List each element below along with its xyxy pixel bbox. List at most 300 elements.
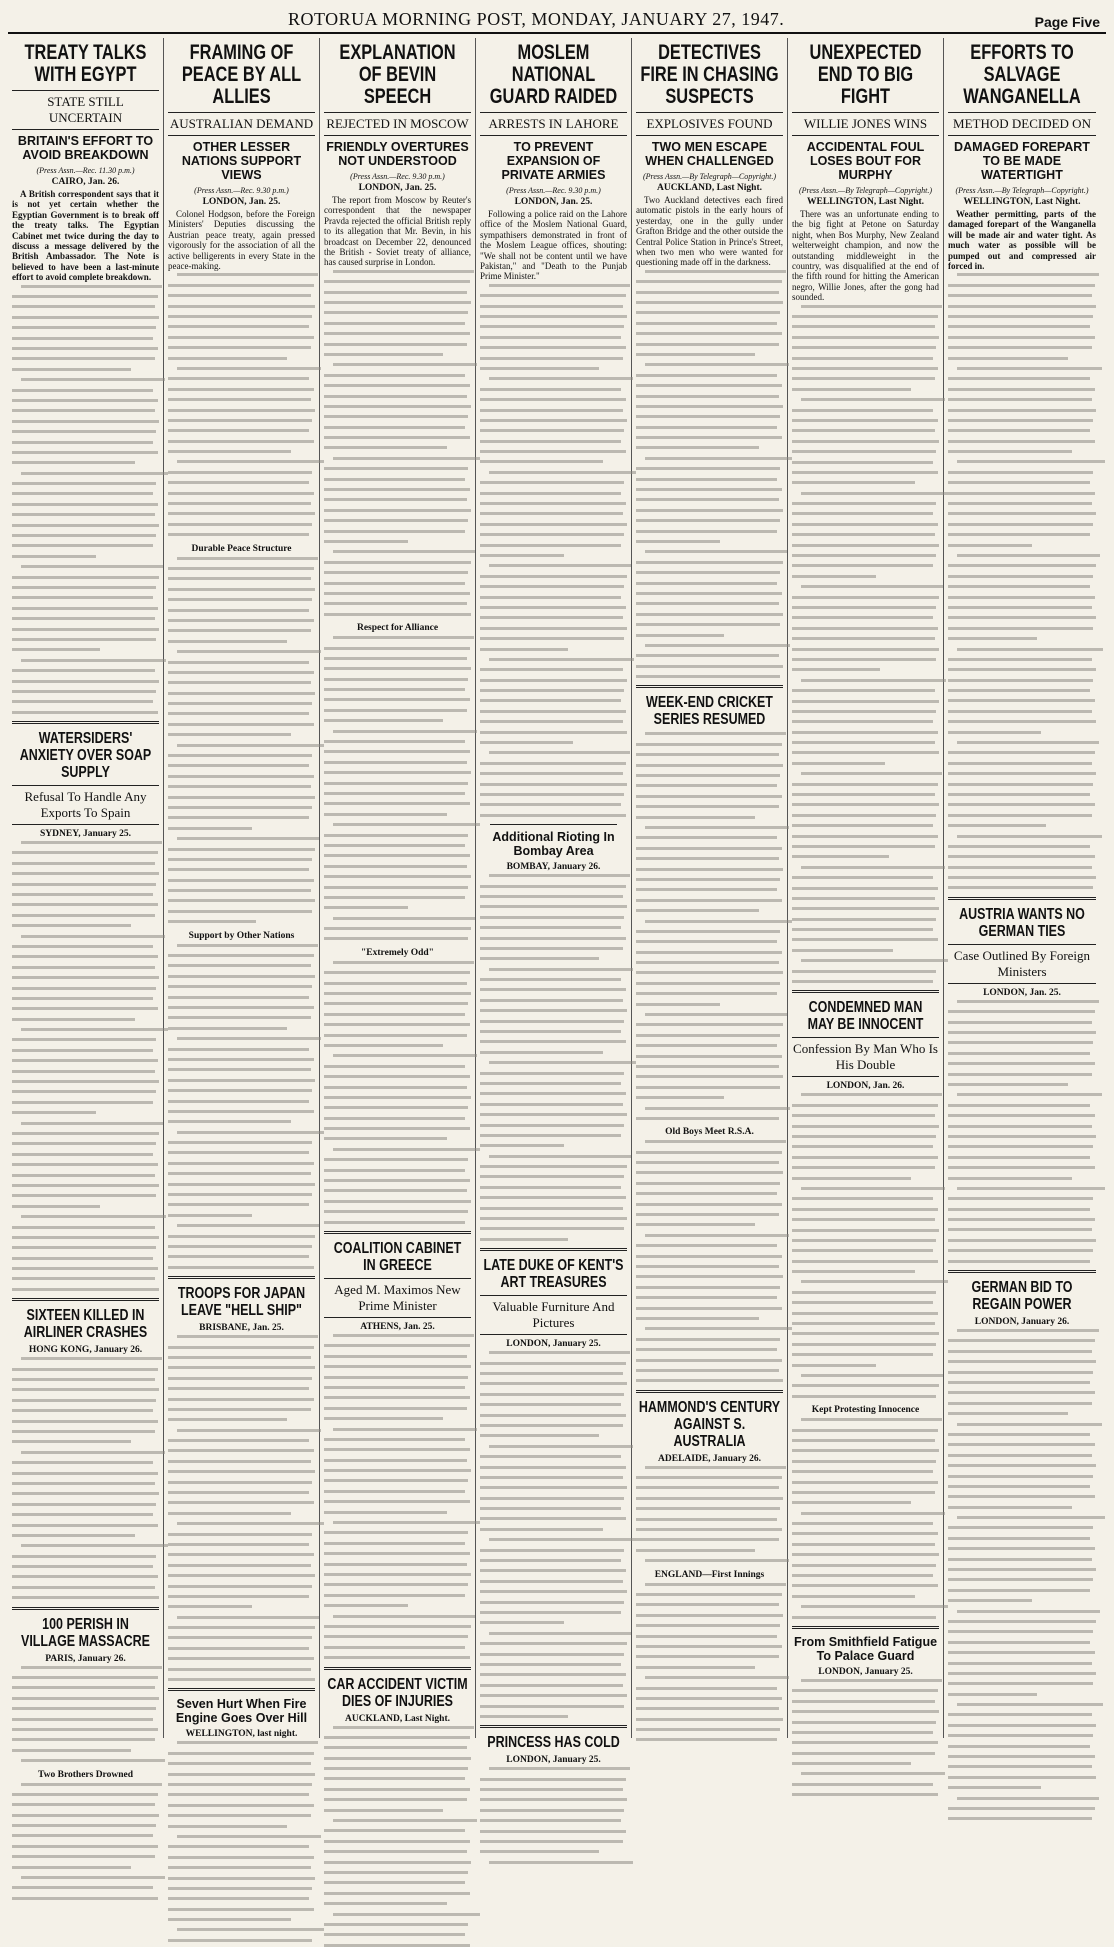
article-fight [792,42,939,983]
text-line [12,914,155,917]
text-line [480,1165,627,1168]
text-line [12,700,153,703]
text-line [480,606,626,609]
body-text [948,1329,1096,1820]
text-line [324,415,468,418]
text-line [168,1636,312,1639]
body-text [324,1334,471,1659]
text-line [12,1288,159,1291]
text-line [324,1127,470,1130]
text-line [168,1016,311,1019]
text-line [12,1430,155,1433]
text-line [324,1767,468,1770]
subhead: TO PREVENT EXPANSION OF PRIVATE ARMIES [501,140,606,182]
text-line [480,575,627,578]
text-line [12,893,153,896]
text-line [324,1376,468,1379]
text-line [792,554,936,557]
text-line [480,637,624,640]
text-line [948,1578,1093,1581]
text-line [12,1194,156,1197]
text-line [168,1408,311,1411]
text-line [948,793,1090,796]
text-line [792,824,933,827]
text-line [324,1086,467,1089]
article-moslem [480,42,627,817]
text-line [12,544,153,547]
text-line [324,353,443,356]
text-line [957,835,1102,838]
text-line [645,270,786,273]
text-line [948,1755,1095,1758]
text-line [324,740,465,743]
deck: EXPLOSIVES FOUND [636,112,783,136]
text-line [792,377,935,380]
text-line [324,1788,470,1791]
text-line [792,637,935,640]
article-lead: A British correspondent says that it is not yet certain whether the Egyptian Government is to break off the treaty talks. The Egyptian Cabinet met twice during the day to discuss a message delivered by the British Ambassador. The Note is believed to have been a last-minute effort to avoid complete breakdown. [12,189,159,283]
text-line [324,322,465,325]
text-line [168,733,291,736]
text-line [480,1819,621,1822]
text-line [12,1866,131,1869]
text-line [168,1481,312,1484]
text-line [792,616,933,619]
text-line [948,1672,1096,1675]
text-line [792,1522,933,1525]
text-line [792,1543,935,1546]
text-line [792,1616,936,1619]
text-line [480,419,627,422]
text-line [636,1255,782,1258]
text-line [324,1179,470,1182]
text-line [324,1479,468,1482]
text-line [480,533,624,536]
text-line [792,1260,938,1263]
text-line [324,865,467,868]
text-line [948,637,1037,640]
text-line [324,896,465,899]
text-line [792,502,936,505]
text-line [12,1257,153,1260]
text-line [324,343,467,346]
text-line [480,793,624,796]
text-line [168,1356,311,1359]
text-line [636,540,720,543]
headline: LATE DUKE OF KENT'S ART TREASURES [483,1257,624,1292]
text-line [801,959,948,962]
text-line [168,1762,311,1765]
text-line [645,1676,789,1679]
text-line [480,699,621,702]
text-line [636,1223,755,1226]
section-subhead: Two Brothers Drowned [38,1769,133,1780]
text-line [636,1086,780,1089]
text-line [324,467,468,470]
text-line [645,1559,789,1562]
text-line [636,836,777,839]
text-line [168,1814,311,1817]
text-line [948,1208,1090,1211]
body-text [480,284,627,817]
text-line [636,1213,779,1216]
text-line [168,629,311,632]
text-line [792,1353,933,1356]
text-line [168,692,315,695]
text-line [948,315,1093,318]
text-line [792,1449,939,1452]
divider [324,1231,471,1234]
text-line [324,540,408,543]
text-line [480,1830,626,1833]
text-line [168,1387,309,1390]
text-line [489,1445,633,1448]
text-line [480,315,627,318]
text-line [168,775,314,778]
text-line [21,472,168,475]
text-line [12,976,159,979]
text-line [480,388,621,391]
text-line [636,509,783,512]
text-line [168,1553,314,1556]
text-line [324,1809,443,1812]
text-line [957,554,1101,557]
text-line [324,1625,471,1628]
text-line [12,1378,155,1381]
text-line [948,1776,1096,1779]
text-line [324,1552,470,1555]
text-line [168,377,309,380]
text-line [12,1728,158,1731]
text-line [21,565,164,568]
text-line [792,523,938,526]
text-line [792,544,939,547]
text-line [480,346,626,349]
text-line [333,270,474,273]
text-line [168,1235,315,1238]
text-line [948,1547,1095,1550]
text-line [792,1145,933,1148]
text-line [177,1928,324,1931]
text-line [636,446,759,449]
text-line [645,920,792,923]
text-line [324,1407,467,1410]
text-line [324,1881,465,1884]
text-line [801,1418,942,1421]
text-line [168,1605,252,1608]
text-line [948,1360,1096,1363]
text-line [948,1734,1093,1737]
text-line [948,1599,1032,1602]
text-line [792,1125,939,1128]
text-line [948,1239,1096,1242]
text-line [324,426,465,429]
columns [8,38,1106,1780]
text-line [957,273,1099,276]
divider [12,1298,159,1301]
text-line [168,785,311,788]
text-line [21,1357,162,1360]
text-line [636,1528,782,1531]
text-line [480,1009,627,1012]
text-line [324,613,471,616]
article-troops [168,1285,315,1681]
text-line [636,322,777,325]
text-line [948,1371,1093,1374]
text-line [489,377,633,380]
text-line [480,325,624,328]
divider [948,1270,1096,1273]
article-detectives [636,42,783,678]
headline: FRAMING OF PEACE BY ALL ALLIES [181,41,302,108]
text-line [636,899,782,902]
article-cricket [636,694,783,1382]
text-line [168,1100,309,1103]
text-line [324,719,443,722]
headline: EFFORTS TO SALVAGE WANGANELLA [963,41,1081,108]
text-line [489,1351,630,1354]
text-line [489,751,630,754]
text-line [948,1475,1093,1478]
article-lead: Weather permitting, parts of the damaged forepart of the Wanganella will be made air and water tight. As much water as possible will be pumped out and compressed air forced in. [948,209,1096,272]
text-line [801,305,942,308]
text-line [168,1418,287,1421]
text-line [168,346,311,349]
text-line [480,1040,626,1043]
text-line [645,1327,792,1330]
text-line [12,1049,153,1052]
text-line [948,1558,1092,1561]
text-line [324,982,467,985]
text-line [792,1166,935,1169]
text-line [12,638,156,641]
deck: AUSTRALIAN DEMAND [168,112,315,136]
text-line [948,1249,1093,1252]
text-line [168,964,311,967]
text-line [324,1531,468,1534]
text-line [645,1466,786,1469]
text-line [636,1171,783,1174]
text-line [948,606,1092,609]
text-line [636,1348,777,1351]
text-line [948,1443,1095,1446]
credit: (Press Assn.—By Telegraph—Copyright.) [642,172,777,181]
text-line [324,509,471,512]
headline: Seven Hurt When Fire Engine Goes Over Hill [175,1697,308,1726]
text-line [21,935,165,938]
text-line [636,467,780,470]
text-line [324,1221,465,1224]
text-line [480,429,624,432]
dateline: LONDON, Jan. 25. [983,987,1061,998]
text-line [480,1486,627,1489]
dateline: LONDON, Jan. 26. [826,1081,905,1092]
text-line [480,460,603,463]
deck: Confession By Man Who Is His Double [792,1037,939,1077]
text-line [948,1464,1096,1467]
text-line [324,761,467,764]
text-line [489,471,636,474]
text-line [168,1574,315,1577]
divider [168,1276,315,1279]
text-line [636,488,782,491]
text-line [168,388,314,391]
text-line [948,1381,1090,1384]
text-line [636,1728,780,1731]
text-line [792,1114,935,1117]
text-line [168,315,312,318]
text-line [168,1897,309,1900]
text-line [168,1346,314,1349]
text-line [168,440,314,443]
text-line [324,1646,465,1649]
credit: (Press Assn.—Rec. 9.30 p.m.) [506,186,601,195]
text-line [12,1565,153,1568]
text-line [324,1604,408,1607]
text-line [324,311,468,314]
text-line [324,602,467,605]
text-line [792,1291,936,1294]
text-line [12,1038,156,1041]
text-line [636,582,777,585]
text-line [324,1355,467,1358]
text-line [480,803,621,806]
text-line [948,1641,1090,1644]
text-line [168,1377,312,1380]
text-line [480,916,624,919]
text-line [324,1106,468,1109]
text-line [792,1229,939,1232]
deck: METHOD DECIDED ON [948,112,1096,136]
body-text [792,1679,939,1796]
text-line [636,847,782,850]
text-line [636,982,780,985]
text-line [12,1575,158,1578]
text-line [168,1877,315,1880]
text-line [12,851,158,854]
text-line [636,426,777,429]
text-line [168,1266,314,1269]
text-line [480,367,599,370]
text-line [948,1454,1092,1457]
text-line [168,796,315,799]
text-line [12,368,131,371]
section-subhead: Kept Protesting Innocence [811,1405,920,1416]
text-line [480,1517,626,1520]
text-line [12,1503,156,1506]
text-line [12,1461,153,1464]
text-line [636,311,780,314]
text-line [324,854,470,857]
text-line [948,388,1095,391]
text-line [168,1449,314,1452]
text-line [168,305,315,308]
text-line [948,616,1096,619]
body-text [792,1093,939,1397]
divider [12,1607,159,1610]
text-line [948,762,1092,765]
text-line [636,1507,780,1510]
text-line [957,1610,1101,1613]
text-line [636,519,780,522]
text-line [168,1120,291,1123]
text-line [12,1586,155,1589]
text-line [480,1705,624,1708]
text-line [948,1104,1090,1107]
body-text [324,270,471,616]
text-line [792,1532,938,1535]
text-line [333,1615,476,1618]
text-line [324,446,447,449]
text-line [12,1205,100,1208]
credit: (Press Assn.—By Telegraph—Copyright.) [798,186,933,195]
text-line [636,1538,779,1541]
text-line [948,783,1093,786]
text-line [480,1382,627,1385]
text-line [636,291,779,294]
text-line [792,1104,938,1107]
text-line [324,1065,465,1068]
dateline: AUCKLAND, Last Night. [656,183,763,193]
body-text [324,1726,471,1947]
text-line [792,710,936,713]
text-line [792,1741,938,1744]
text-line [12,690,156,693]
subhead: ACCIDENTAL FOUL LOSES BOUT FOR MURPHY [806,140,925,182]
text-line [168,1491,309,1494]
text-line [948,845,1090,848]
headline: GERMAN BID TO REGAIN POWER [971,1279,1073,1314]
text-line [636,415,780,418]
text-line [12,1738,155,1741]
text-line [324,937,468,940]
text-line [324,906,408,909]
headline: AUSTRIA WANTS NO GERMAN TIES [959,905,1085,940]
text-line [480,357,623,360]
text-line [948,585,1090,588]
text-line [948,876,1096,879]
text-line [324,1583,468,1586]
text-line [168,619,314,622]
text-line [792,1553,939,1556]
text-line [12,1399,156,1402]
text-line [12,1676,158,1679]
text-line [168,640,287,643]
body-text [12,1783,159,1900]
text-line [636,795,782,798]
text-line [324,1044,443,1047]
text-line [792,980,933,983]
text-line [324,1365,471,1368]
text-line [480,978,621,981]
text-line [12,1007,158,1010]
body-text [948,1000,1096,1263]
text-line [480,1850,599,1853]
text-line [792,575,876,578]
text-line [168,1245,312,1248]
text-line [792,1156,938,1159]
text-line [948,751,1095,754]
dateline: ADELAIDE, January 26. [658,1453,761,1464]
text-line [168,1856,314,1859]
text-line [948,1260,1090,1263]
text-line [177,460,324,463]
text-line [168,588,315,591]
text-line [792,887,938,890]
text-line [948,1745,1090,1748]
text-line [489,284,630,287]
text-line [636,571,780,574]
